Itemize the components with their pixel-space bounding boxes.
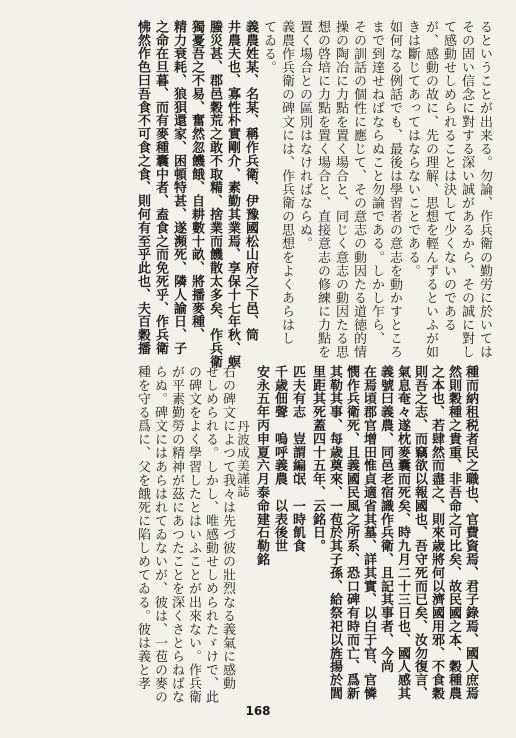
lower-column: 氣息奄々遂枕麥囊而死矣、時九月二十三日也、國人感其 bbox=[395, 365, 410, 700]
upper-column: まで到達せねばならぬこと勿論である。しかし乍ら、 bbox=[369, 20, 384, 346]
upper-column: 怫然作色曰吾食不可食之食、則何有至乎此也、夫百穀播 bbox=[135, 20, 150, 355]
lower-column: 義號曰義農、同邑老宿識作兵衛、且記其事者、今尚 bbox=[378, 365, 393, 674]
lower-column: せしめられる。しかし、唯感動せしめられたゞけで、此 bbox=[203, 365, 218, 704]
upper-column: が、感動の故に、先の理解、思想を輕んずるといふが如 bbox=[423, 20, 438, 359]
lower-column: 安永五年丙申夏六月泰命建石勒銘 bbox=[254, 365, 269, 566]
lower-column: 右の碑文によつて我々は先づ彼の壯烈なる義氣に感動 bbox=[220, 365, 235, 691]
lower-column: 里距其死蓋四十五年、云銘日。 bbox=[310, 365, 325, 553]
lower-column: 種を守る爲に、父を餓死に陷しめてゐる。彼は義と孝 bbox=[135, 365, 150, 691]
upper-column: 之命在旦暮、而有麥種囊中者、盍食之而免死乎、作兵衛 bbox=[153, 20, 168, 355]
lower-column: 匹夫有志 豈謂編氓 一時飢食 bbox=[290, 365, 305, 553]
lower-column: 則吾之志、而竊欲以報國也、吾守死而已矣、汝勿復言、 bbox=[412, 365, 427, 700]
lower-column: 丹波成美謹誌 bbox=[235, 420, 251, 499]
upper-column: その訓話の個性に應じて、その意志の動因たる道徳的情 bbox=[351, 20, 366, 359]
lower-column: 其勒其事、每歳奠來、一苞於其子孫、給祭祀以旌揚於閭 bbox=[327, 365, 342, 700]
upper-column: 想の啓培に力點を置く場合と、直接意志の修練に力點を bbox=[315, 20, 330, 359]
upper-column: きは斷じてあってはならないことである。 bbox=[405, 20, 420, 278]
lower-column: 憫作兵衛死、且義國民風之所系、恐口碑有時而亡、爲新 bbox=[344, 365, 359, 700]
upper-column: て感動せしめられることは決して少くないのである bbox=[441, 20, 456, 332]
lower-column: 在焉頃郡官增田惟貞適省其墓、詳其實、以白于官、官憐 bbox=[361, 365, 376, 700]
upper-column: 獨憂吾之不易、奮然忽饑餓、自耕數十畝、將播麥種、 bbox=[189, 20, 204, 342]
upper-column: 螣災甚、郡邑穀荒之敢不取糒、捨業而饑散太多矣、作兵衛 bbox=[207, 20, 222, 369]
upper-column: るということが出来る。勿論、作兵衛の勤労に於いては bbox=[477, 20, 492, 359]
lower-column: が平素勤勞の精神が茲にあつたことを深くさとらねばな bbox=[169, 365, 184, 704]
upper-column: てゐる。 bbox=[261, 20, 276, 75]
page-number: 168 bbox=[245, 704, 271, 718]
upper-column: 操の陶冶に力點を置く場合と、同じく意志の動因たる思 bbox=[333, 20, 348, 359]
upper-column: 義農作兵衛の碑文には、作兵衛の思想をよくあらはし bbox=[279, 20, 294, 346]
lower-column: の碑文をよく學習したとはいふことが出來ない。作兵衛 bbox=[186, 365, 201, 704]
lower-column: 然則穀種之貴重、非吾命之可比矣、故民國之本、穀種農 bbox=[446, 365, 461, 700]
upper-column: 置く場合との區別はなければならぬ。 bbox=[297, 20, 312, 251]
upper-column: その固い信念に對する深い誠があるから、その誠に對し bbox=[459, 20, 474, 359]
upper-column: 如何なる例話でも、最後は學習者の意志を動かすところ bbox=[387, 20, 402, 359]
lower-column: らぬ。碑文にはあらはれてゐないが、彼は、一苞の麥の bbox=[152, 365, 167, 704]
upper-column: 精力衰耗、狼狽還家、困頓特甚、遂瀕死、隣人諭日、子 bbox=[171, 20, 186, 355]
upper-column: 義農姓某、名某、稱作兵衛、伊豫國松山府之下邑、筒 bbox=[243, 20, 258, 342]
lower-column: 千歳佃聲 嗚呼義農 以表後世 bbox=[272, 365, 287, 553]
lower-column: 之本也、若肆然而盡之、則來歳將何以濟國用邪、不食穀 bbox=[429, 365, 444, 700]
upper-column: 井農夫也、寡性朴實剛介、素勤其業焉、享保十七年秋、螟 bbox=[225, 20, 240, 369]
lower-column: 種而納租税者民之職也、官費資焉、君子錄焉、國人庶焉 bbox=[463, 365, 478, 700]
